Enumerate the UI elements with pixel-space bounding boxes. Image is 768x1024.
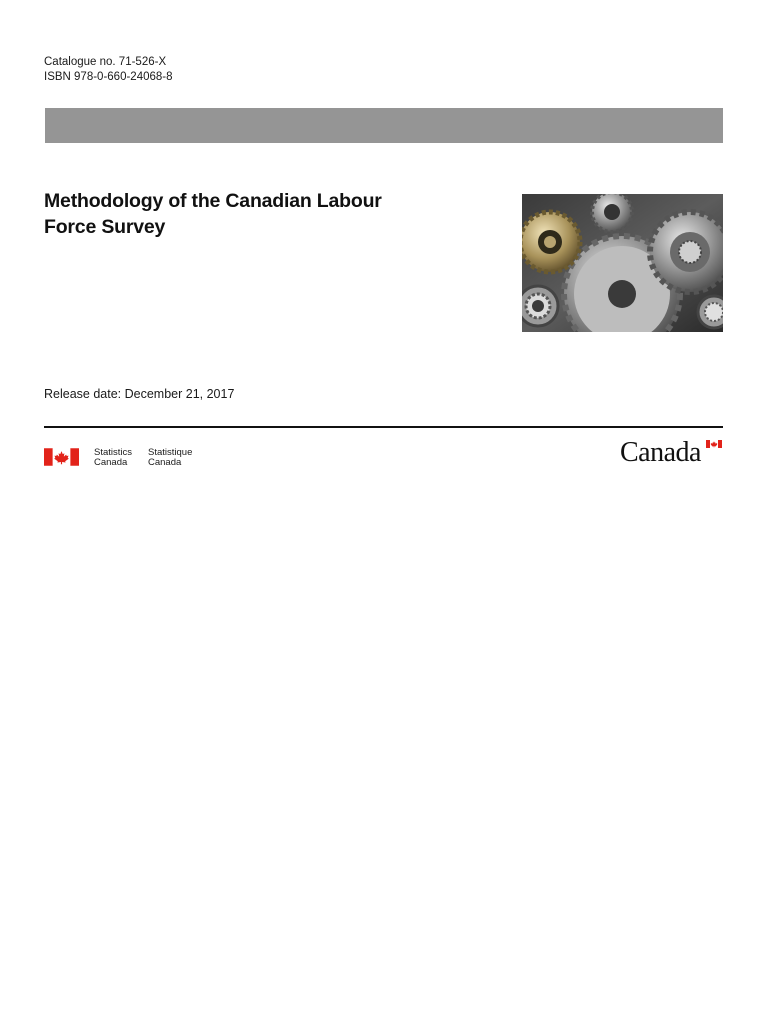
signature-en-line-1: Statistics — [94, 447, 133, 458]
title-line-2: Force Survey — [44, 216, 166, 238]
catalogue-info — [44, 55, 173, 85]
release-date: Release date: December 21, 2017 — [44, 387, 235, 401]
signature-en-line-2: Canada — [94, 457, 128, 468]
signature-fr-line-1: Statistique — [148, 447, 193, 458]
signature-fr-line-2: Canada — [148, 457, 182, 468]
divider-rule — [44, 426, 723, 428]
page-title — [44, 188, 464, 240]
isbn-number: ISBN 978-0-660-24068-8 — [44, 71, 173, 83]
signature-french — [148, 448, 192, 468]
catalogue-number: Catalogue no. 71-526-X — [44, 56, 167, 68]
signature-english — [94, 448, 132, 468]
header-band — [45, 108, 723, 143]
gears-cover-image — [522, 194, 723, 332]
wordmark-flag-icon — [706, 440, 722, 448]
canada-wordmark — [620, 438, 724, 468]
canada-flag-icon — [44, 448, 79, 466]
title-line-1: Methodology of the Canadian Labour — [44, 190, 382, 212]
wordmark-text: Canada — [620, 437, 701, 468]
